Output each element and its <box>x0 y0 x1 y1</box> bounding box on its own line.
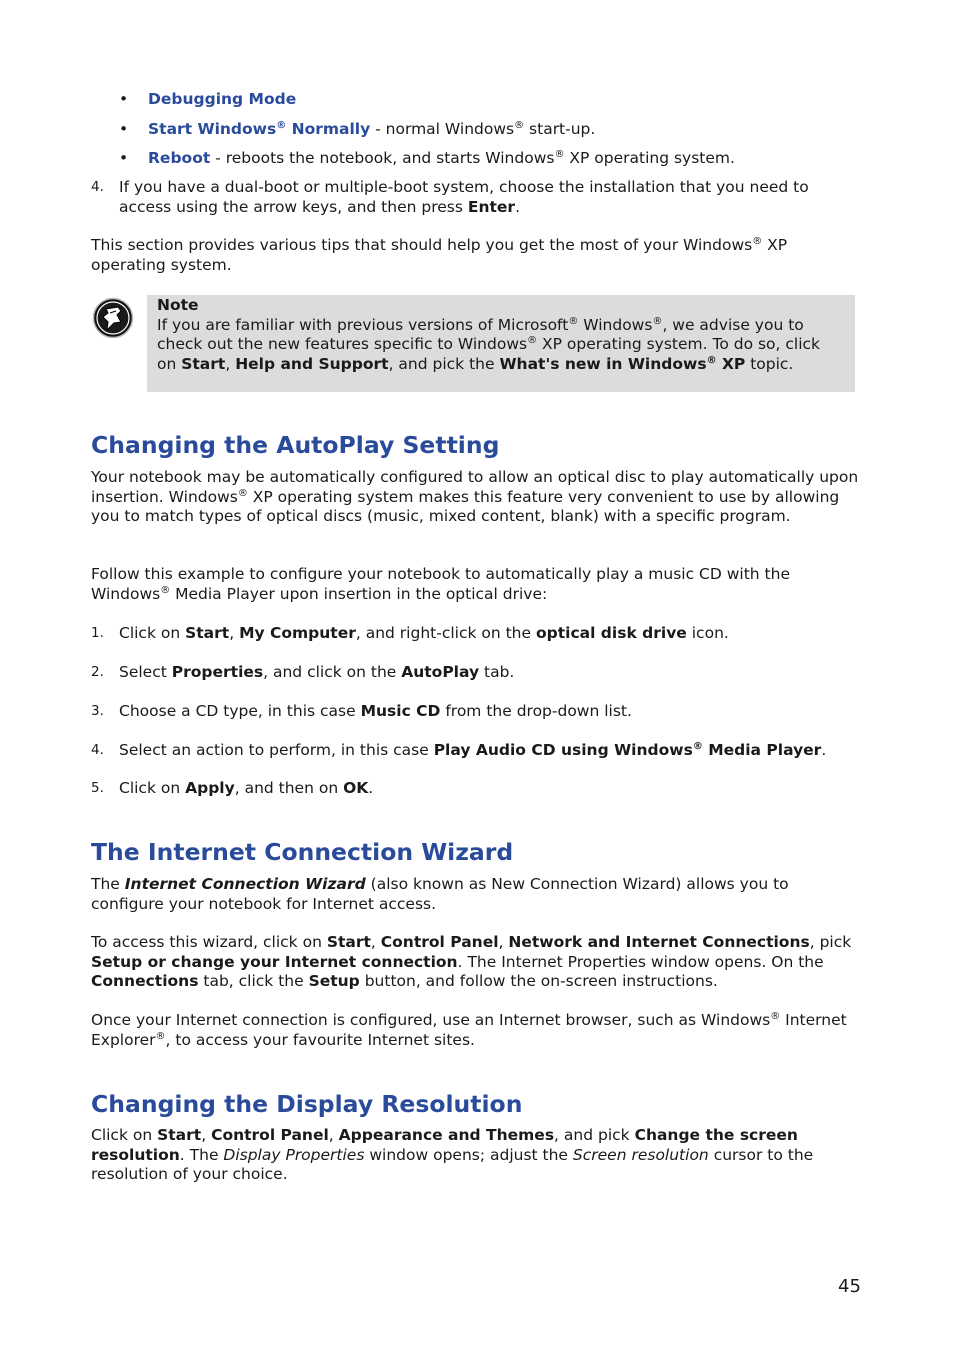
icw-paragraph: The Internet Connection Wizard (also known as New Connection Wizard) allows you to configure your notebook for Internet access. <box>91 875 789 913</box>
step-text: Select an action to perform, in this case Play Audio CD using Windows® Media Player. <box>119 740 827 759</box>
autoplay-paragraph: Follow this example to configure your notebook to automatically play a music CD with the Windows® Media Player upon insertion in the optical drive: <box>91 565 790 603</box>
bullet-text: start-up. <box>524 120 596 138</box>
step-number: 2. <box>91 664 104 680</box>
bullet-dot: • <box>119 149 129 167</box>
registered-mark: ® <box>276 119 287 131</box>
step-text: Choose a CD type, in this case Music CD from the drop-down list. <box>119 702 632 720</box>
step-text: Click on Apply, and then on OK. <box>119 779 374 797</box>
step-text: Click on Start, My Computer, and right-click on the optical disk drive icon. <box>119 624 729 642</box>
step-text: Select Properties, and click on the AutoPlay tab. <box>119 663 515 681</box>
bullet-title: Normally <box>286 120 371 138</box>
bullet-text: - reboots the notebook, and starts Windows <box>210 149 555 167</box>
autoplay-paragraph: Your notebook may be automatically configured to allow an optical disc to play automatically upon insertion. Windows® XP operating system makes this feature very convenient to use by allowing you to match types of optical discs (music, mixed content, blank) with a specific program. <box>91 468 859 525</box>
icw-paragraph: To access this wizard, click on Start, Control Panel, Network and Internet Connections, pick Setup or change your Internet connection. The Internet Properties window opens. On the Connections tab, click the Setup button, and follow the on-screen instructions. <box>91 933 852 990</box>
registered-mark: ® <box>752 235 763 247</box>
note-text: If you are familiar with previous versions of Microsoft® Windows®, we advise you to check out the new features specific to Windows® XP operating system. To do so, click on Start, Help and Support, and pick the What's new in Windows® XP topic. <box>157 315 821 373</box>
section-heading-icw: The Internet Connection Wizard <box>91 838 514 866</box>
bullet-text: XP operating system. <box>564 149 735 167</box>
bullet-text: - normal Windows <box>370 120 515 138</box>
display-paragraph: Click on Start, Control Panel, Appearance and Themes, and pick Change the screen resolution. The Display Properties window opens; adjust the Screen resolution cursor to the resolution of your choice. <box>91 1126 814 1183</box>
registered-mark: ® <box>554 148 565 160</box>
bullet-dot: • <box>119 120 129 138</box>
note-box <box>147 295 855 392</box>
bullet-dot: • <box>119 90 129 108</box>
step-number: 1. <box>91 625 104 641</box>
bullet-title: Start Windows <box>148 120 277 138</box>
pushpin-note-icon <box>91 297 135 339</box>
bullet-title: Debugging Mode <box>148 90 297 108</box>
step-number: 4. <box>91 179 104 195</box>
step-number: 4. <box>91 742 104 758</box>
page-number: 45 <box>838 1276 861 1297</box>
bullet-title: Reboot <box>148 149 211 167</box>
step-text: If you have a dual-boot or multiple-boot system, choose the installation that you need to access using the arrow keys, and then press Enter. <box>119 178 809 216</box>
step-number: 5. <box>91 780 104 796</box>
section-heading-display: Changing the Display Resolution <box>91 1090 523 1118</box>
icw-paragraph: Once your Internet connection is configured, use an Internet browser, such as Windows® Internet Explorer®, to access your favourite Internet sites. <box>91 1010 847 1049</box>
step-number: 3. <box>91 703 104 719</box>
note-title: Note <box>157 296 199 314</box>
registered-mark: ® <box>514 119 525 131</box>
tips-paragraph: This section provides various tips that should help you get the most of your Windows® XP operating system. <box>91 235 788 274</box>
section-heading-autoplay: Changing the AutoPlay Setting <box>91 431 500 459</box>
